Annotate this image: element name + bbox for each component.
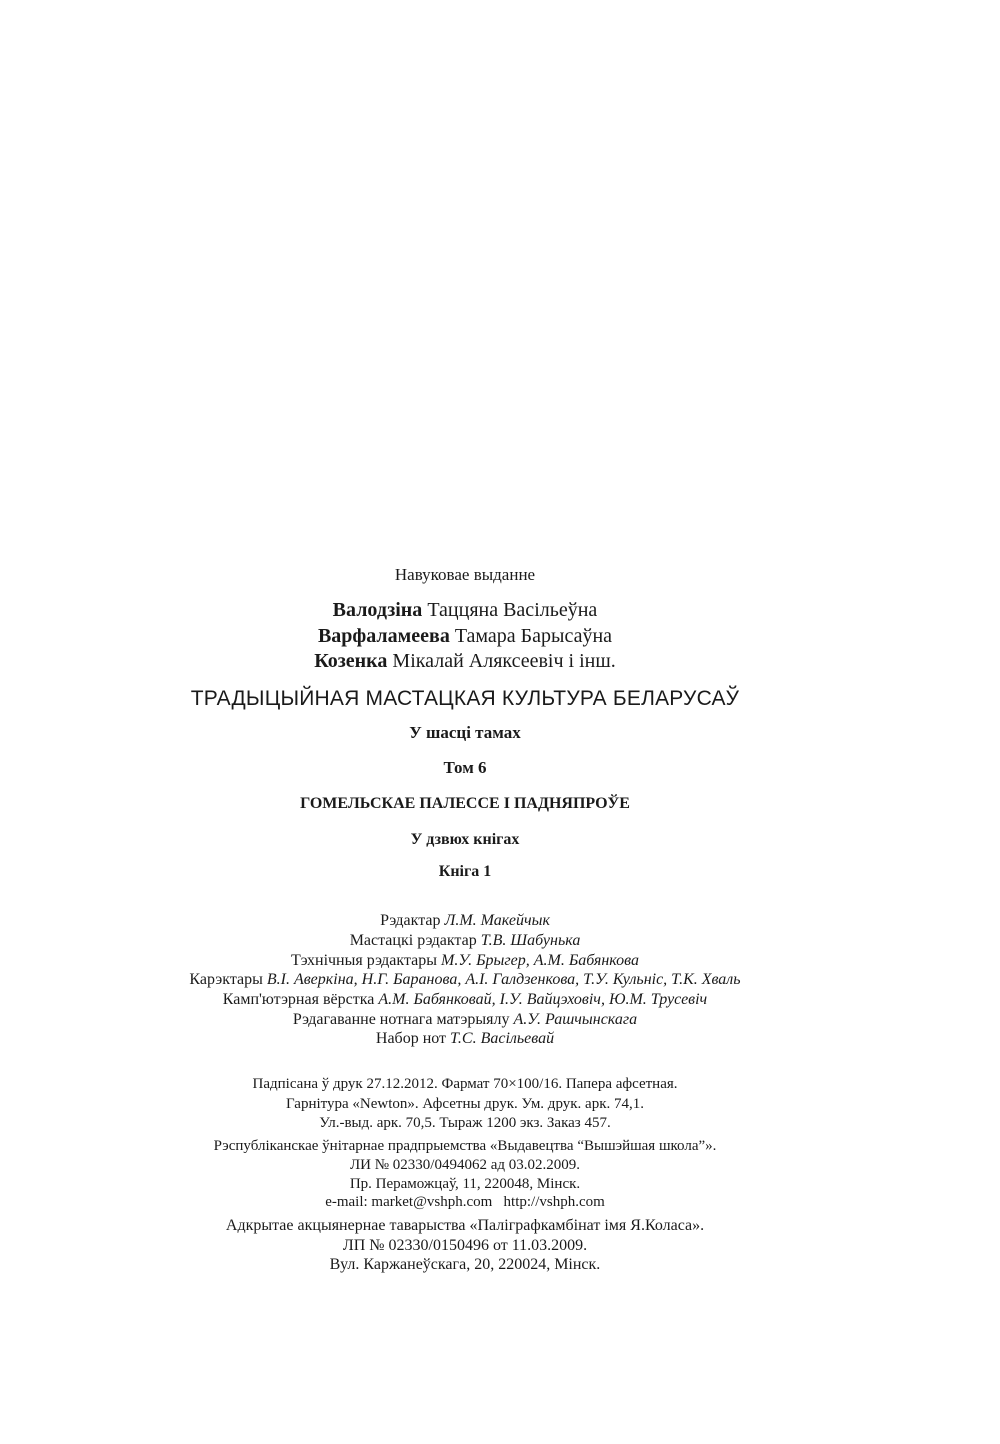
author-line-3 (0, 651, 930, 671)
publisher-address: Пр. Пераможцаў, 11, 220048, Мінск. (349, 1176, 581, 1192)
publisher-contacts: e-mail: market@vshph.com http://vshph.com (325, 1194, 605, 1210)
credit-tech-editors (0, 953, 930, 969)
publisher-license: ЛИ № 02330/0494062 ад 03.02.2009. (349, 1157, 581, 1173)
author-surname: Козенка (314, 650, 388, 672)
printer-license: ЛП № 02330/0150496 от 11.03.2009. (342, 1237, 588, 1254)
credit-art-editor (0, 933, 930, 949)
imprint-line: Ул.-выд. арк. 70,5. Тыраж 1200 экз. Заказ 457. (319, 1115, 611, 1131)
credit-role: Рэдактар (380, 912, 441, 929)
credit-names: А.М. Бабянковай, І.У. Вайцэховіч, Ю.М. Трусевіч (378, 991, 708, 1008)
credit-role: Карэктары (189, 971, 263, 988)
volume-title: ГОМЕЛЬСКАЕ ПАЛЕССЕ І ПАДНЯПРОЎЕ (300, 795, 630, 812)
volume-label: Том 6 (443, 758, 487, 777)
genre-label: Навуковае выданне (394, 565, 536, 584)
author-given-name: Мікалай Аляксеевіч і інш. (392, 650, 616, 672)
printer-line: Адкрытае акцыянернае таварыства «Паліграфкамбінат імя Я.Коласа». (225, 1217, 705, 1234)
credit-role: Рэдагаванне нотнага матэрыялу (292, 1011, 510, 1028)
author-surname: Валодзіна (332, 599, 423, 621)
series-subtitle: У шасці тамах (409, 723, 521, 742)
author-line-2 (0, 626, 930, 646)
author-line-1 (0, 600, 930, 620)
author-given-name: Таццяна Васільеўна (427, 599, 598, 621)
credit-names: А.У. Рашчынскага (513, 1011, 638, 1028)
credit-editor (0, 913, 930, 929)
book-title: ТРАДЫЦЫЙНАЯ МАСТАЦКАЯ КУЛЬТУРА БЕЛАРУСАЎ (190, 687, 740, 710)
credit-names: Л.М. Макейчык (444, 912, 550, 929)
credit-names: В.І. Аверкіна, Н.Г. Баранова, А.І. Галдзенкова, Т.У. Кульніс, Т.К. Хваль (266, 971, 741, 988)
credit-layout (0, 992, 930, 1008)
credit-music-editing (0, 1012, 930, 1028)
credit-proofreaders (0, 972, 930, 988)
parts-label: У дзвюх кнігах (410, 831, 520, 848)
author-surname: Варфаламеева (317, 625, 450, 647)
credit-role: Камп'ютэрная вёрстка (222, 991, 375, 1008)
credit-role: Набор нот (375, 1030, 447, 1047)
book-label: Кніга 1 (438, 863, 492, 880)
credit-music-typesetting (0, 1031, 930, 1047)
imprint-line: Гарнітура «Newton». Афсетны друк. Ум. друк. арк. 74,1. (286, 1096, 644, 1112)
credit-role: Мастацкі рэдактар (349, 932, 477, 949)
credit-role: Тэхнічныя рэдактары (290, 952, 438, 969)
author-given-name: Тамара Барысаўна (454, 625, 613, 647)
printer-address: Вул. Каржанеўскага, 20, 220024, Мінск. (329, 1256, 601, 1273)
publisher-line: Рэспубліканскае ўнітарнае прадпрыемства «Выдавецтва “Вышэйшая школа”». (213, 1138, 717, 1154)
imprint-line: Падпісана ў друк 27.12.2012. Фармат 70×100/16. Папера афсетная. (252, 1076, 678, 1092)
credit-names: Т.В. Шабунька (480, 932, 581, 949)
credit-names: Т.С. Васільевай (450, 1030, 555, 1047)
credit-names: М.У. Брыгер, А.М. Бабянкова (441, 952, 639, 969)
